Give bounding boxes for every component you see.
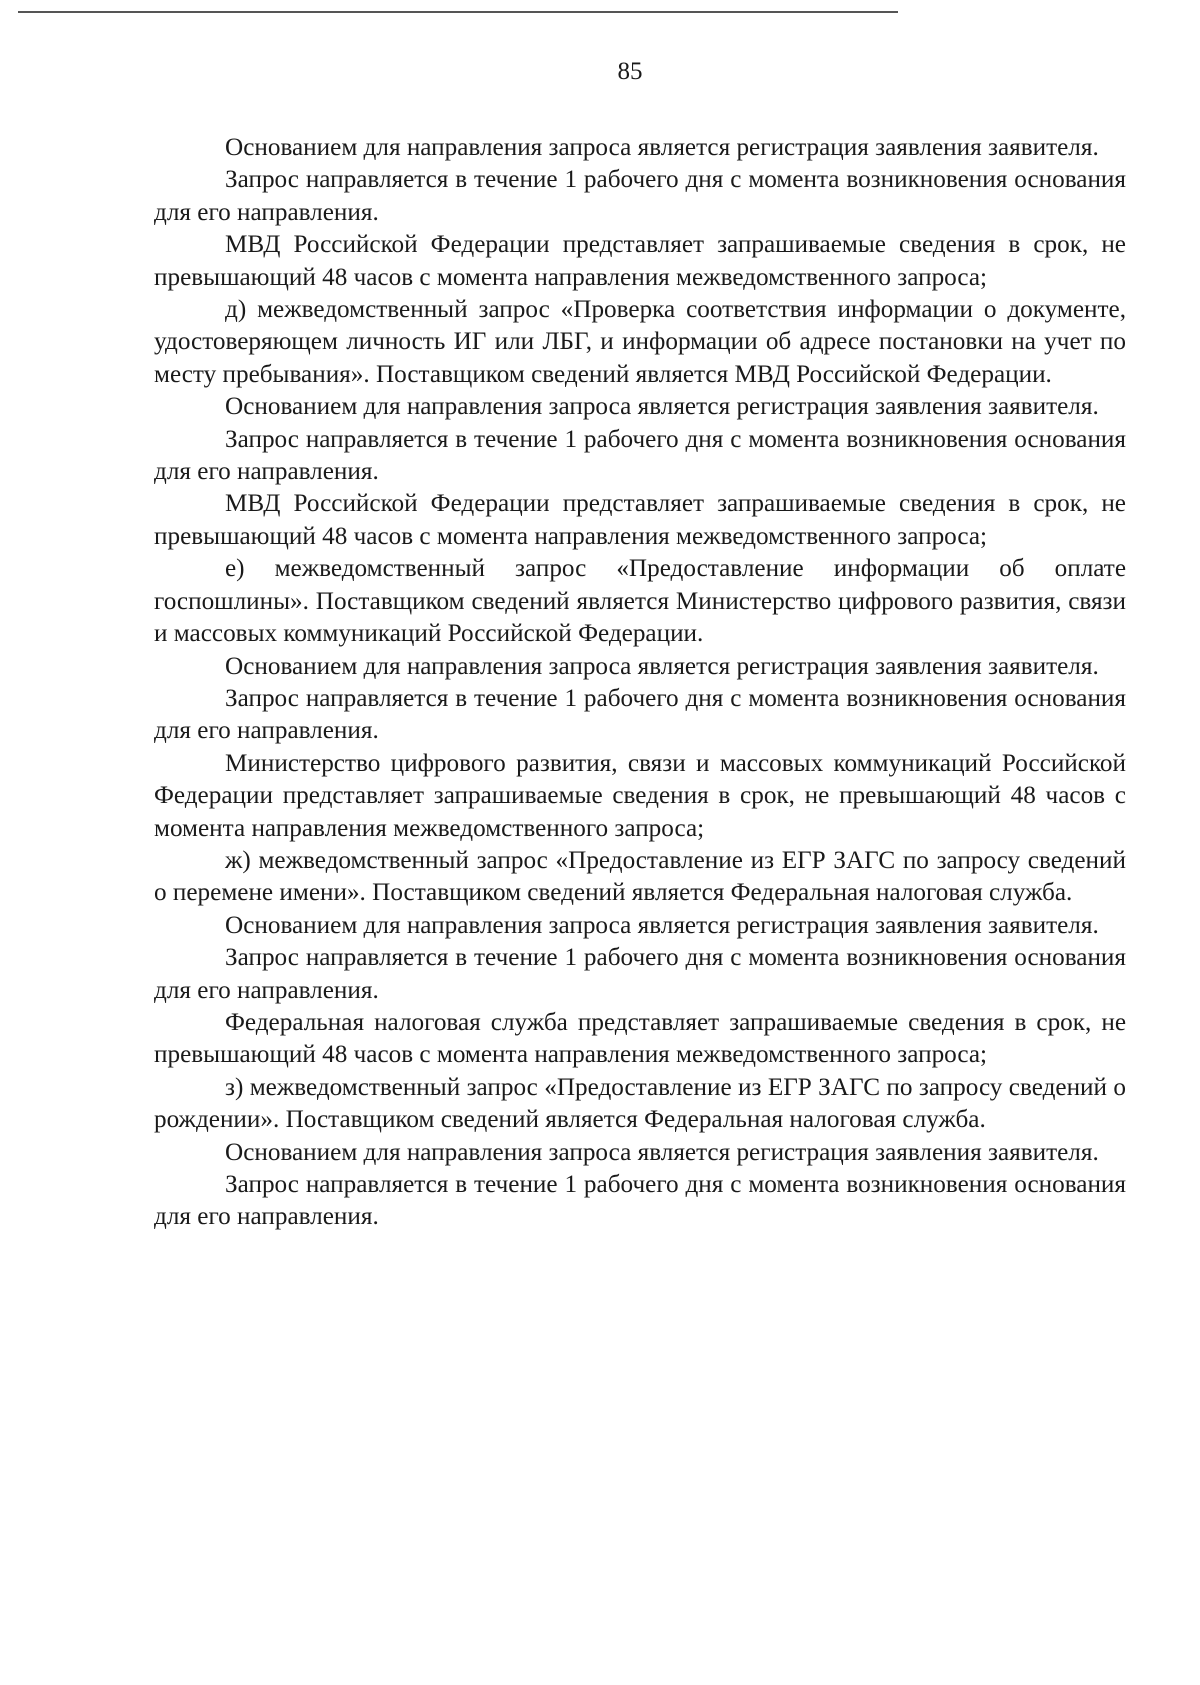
paragraph-item-d: д) межведомственный запрос «Проверка соответствия информации о документе, удостоверяющем личность ИГ или ЛБГ, и информации об адресе постановки на учет по месту пребывания». Поставщиком сведений является МВД Российской Федерации. <box>154 296 1126 388</box>
scan-edge-line <box>18 11 898 13</box>
paragraph: Основанием для направления запроса является регистрация заявления заявителя. <box>225 911 1099 939</box>
paragraph: Федеральная налоговая служба представляет запрашиваемые сведения в срок, не превышающий 48 часов с момента направления межведомственного запроса; <box>154 1008 1126 1069</box>
page-number: 85 <box>617 58 643 85</box>
paragraph: Запрос направляется в течение 1 рабочего дня с момента возникновения основания для его направления. <box>154 425 1126 486</box>
paragraph-item-z: з) межведомственный запрос «Предоставление из ЕГР ЗАГС по запросу сведений о рождении». Поставщиком сведений является Федеральная налоговая служба. <box>154 1073 1126 1134</box>
paragraph: Запрос направляется в течение 1 рабочего дня с момента возникновения основания для его направления. <box>154 944 1126 1004</box>
paragraph: Основанием для направления запроса является регистрация заявления заявителя. <box>225 1138 1099 1166</box>
document-body <box>154 132 1126 1234</box>
paragraph: МВД Российской Федерации представляет запрашиваемые сведения в срок, не превышающий 48 часов с момента направления межведомственного запроса; <box>154 231 1126 291</box>
paragraph: Основанием для направления запроса является регистрация заявления заявителя. <box>225 652 1099 680</box>
paragraph-item-zh: ж) межведомственный запрос «Предоставление из ЕГР ЗАГС по запросу сведений о перемене имени». Поставщиком сведений является Федеральная налоговая служба. <box>154 846 1126 907</box>
paragraph: Основанием для направления запроса является регистрация заявления заявителя. <box>225 393 1099 421</box>
paragraph: МВД Российской Федерации представляет запрашиваемые сведения в срок, не превышающий 48 часов с момента направления межведомственного запроса; <box>154 490 1126 550</box>
paragraph: Основанием для направления запроса является регистрация заявления заявителя. <box>225 134 1099 161</box>
paragraph: Запрос направляется в течение 1 рабочего дня с момента возникновения основания для его направления. <box>154 684 1126 745</box>
paragraph: Министерство цифрового развития, связи и массовых коммуникаций Российской Федерации представляет запрашиваемые сведения в срок, не превышающий 48 часов с момента направления межведомственного запроса; <box>154 749 1126 842</box>
paragraph: Запрос направляется в течение 1 рабочего дня с момента возникновения основания для его направления. <box>154 1171 1126 1231</box>
paragraph-item-e: е) межведомственный запрос «Предоставление информации об оплате госпошлины». Поставщиком сведений является Министерство цифрового развития, связи и массовых коммуникаций Российской Федерации. <box>154 555 1126 648</box>
paragraph: Запрос направляется в течение 1 рабочего дня с момента возникновения основания для его направления. <box>154 166 1126 226</box>
